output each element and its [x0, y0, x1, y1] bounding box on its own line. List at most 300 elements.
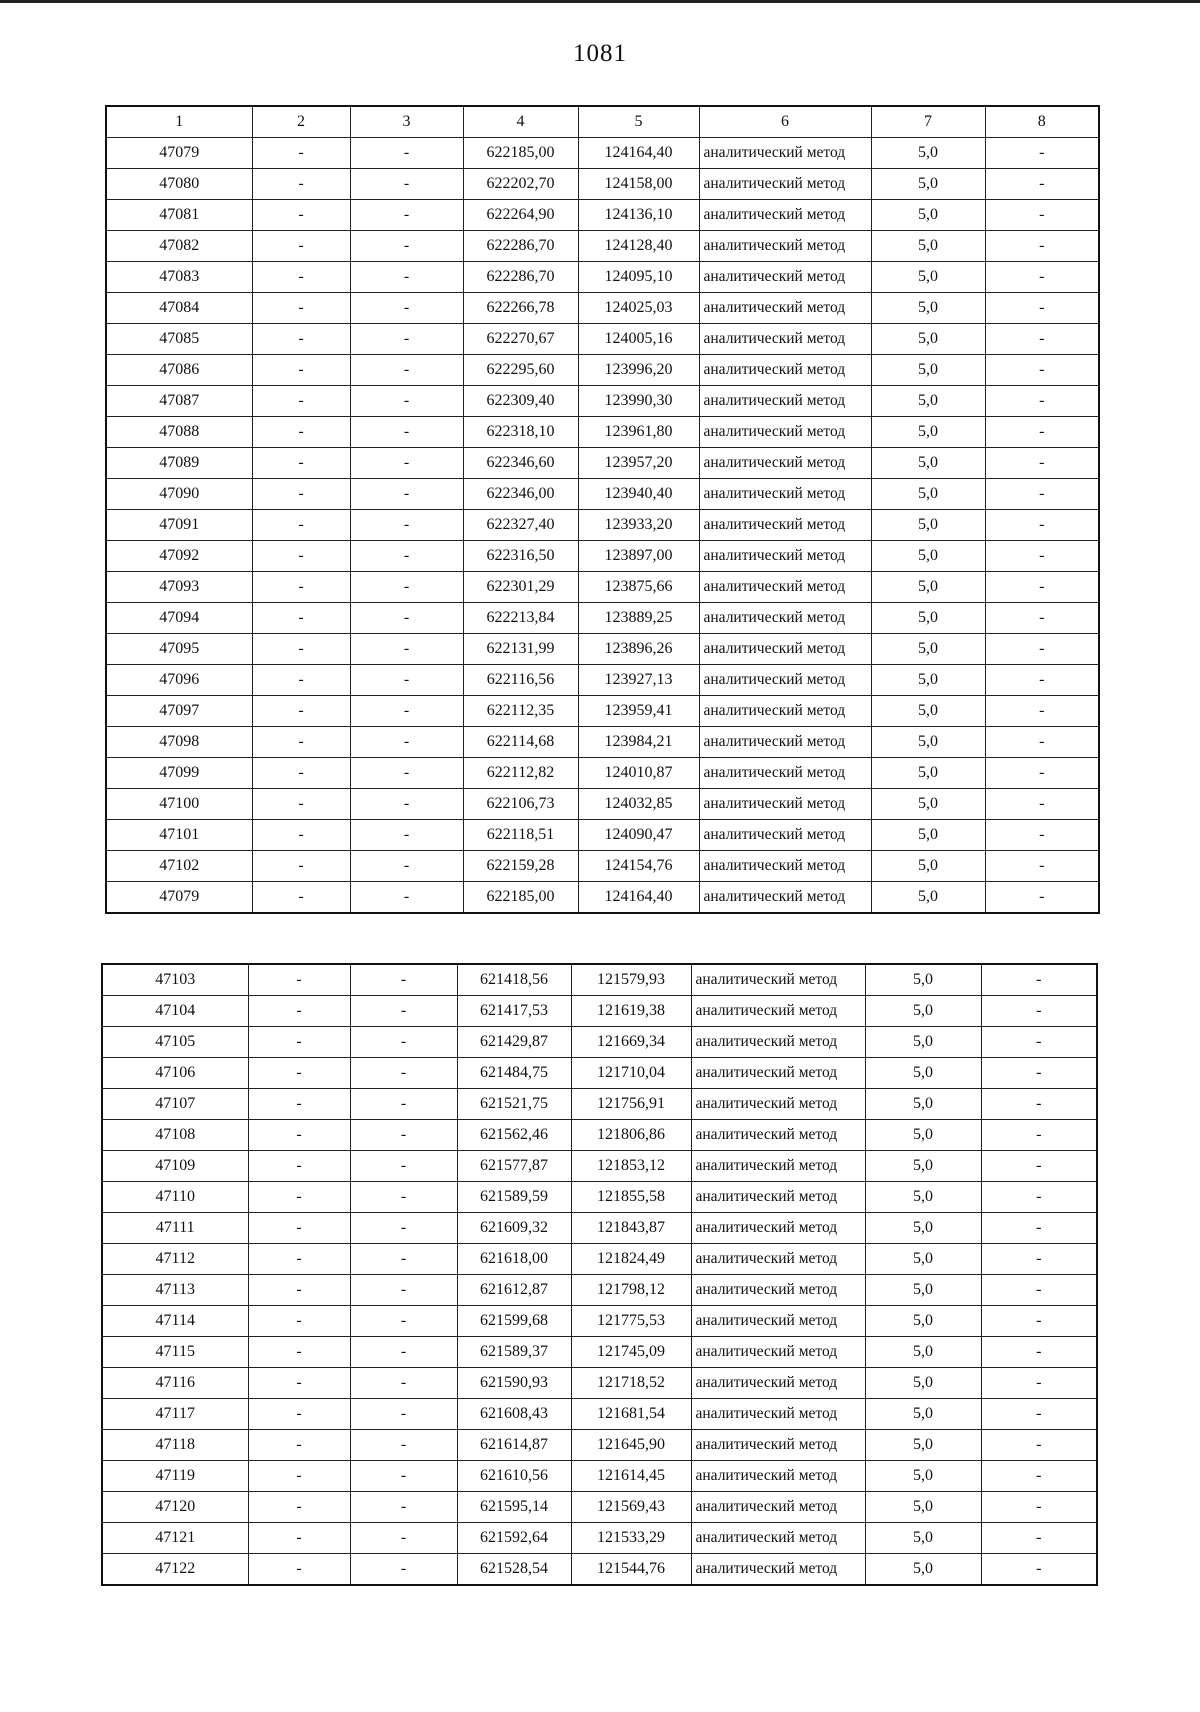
cell-accuracy: 5,0: [871, 448, 985, 479]
header-cell-x-coordinate: 4: [463, 106, 578, 138]
cell-accuracy: 5,0: [865, 1368, 981, 1399]
cell-point-number: 47113: [102, 1275, 248, 1306]
cell-point-number: 47090: [106, 479, 252, 510]
cell-x-coordinate: 621595,14: [457, 1492, 571, 1523]
cell-point-number: 47089: [106, 448, 252, 479]
cell-y-coordinate: 123897,00: [578, 541, 699, 572]
cell-col-2: -: [248, 1554, 350, 1586]
table-row: [106, 417, 1099, 448]
cell-y-coordinate: 123959,41: [578, 696, 699, 727]
cell-method: аналитический метод: [699, 417, 871, 448]
cell-accuracy: 5,0: [871, 603, 985, 634]
cell-method: аналитический метод: [691, 1368, 865, 1399]
cell-method: аналитический метод: [691, 1523, 865, 1554]
cell-col-2: -: [252, 479, 350, 510]
cell-y-coordinate: 124090,47: [578, 820, 699, 851]
cell-y-coordinate: 121843,87: [571, 1213, 691, 1244]
cell-x-coordinate: 621577,87: [457, 1151, 571, 1182]
cell-method: аналитический метод: [691, 1430, 865, 1461]
cell-col-3: -: [350, 1213, 457, 1244]
cell-col-3: -: [350, 996, 457, 1027]
cell-x-coordinate: 621528,54: [457, 1554, 571, 1586]
cell-col-3: -: [350, 789, 463, 820]
cell-col-2: -: [252, 386, 350, 417]
cell-method: аналитический метод: [699, 386, 871, 417]
cell-y-coordinate: 124164,40: [578, 882, 699, 914]
cell-col-8: -: [981, 996, 1097, 1027]
cell-col-2: -: [252, 882, 350, 914]
cell-col-2: -: [252, 169, 350, 200]
cell-method: аналитический метод: [699, 355, 871, 386]
cell-method: аналитический метод: [699, 262, 871, 293]
cell-x-coordinate: 621608,43: [457, 1399, 571, 1430]
cell-col-3: -: [350, 1523, 457, 1554]
cell-accuracy: 5,0: [871, 200, 985, 231]
header-cell-point-number: 1: [106, 106, 252, 138]
table-row: [106, 355, 1099, 386]
cell-point-number: 47084: [106, 293, 252, 324]
cell-col-2: -: [248, 1058, 350, 1089]
cell-col-3: -: [350, 510, 463, 541]
cell-accuracy: 5,0: [865, 1027, 981, 1058]
table-row: [102, 1089, 1097, 1120]
cell-method: аналитический метод: [699, 510, 871, 541]
cell-method: аналитический метод: [699, 789, 871, 820]
table-row: [106, 293, 1099, 324]
cell-y-coordinate: 124128,40: [578, 231, 699, 262]
cell-col-8: -: [985, 138, 1099, 169]
cell-accuracy: 5,0: [871, 169, 985, 200]
cell-accuracy: 5,0: [871, 665, 985, 696]
cell-accuracy: 5,0: [871, 479, 985, 510]
cell-method: аналитический метод: [691, 1399, 865, 1430]
table-row: [106, 138, 1099, 169]
cell-y-coordinate: 121745,09: [571, 1337, 691, 1368]
cell-y-coordinate: 121669,34: [571, 1027, 691, 1058]
cell-y-coordinate: 123889,25: [578, 603, 699, 634]
table-row: [106, 169, 1099, 200]
cell-y-coordinate: 121645,90: [571, 1430, 691, 1461]
cell-method: аналитический метод: [699, 479, 871, 510]
header-cell-y-coordinate: 5: [578, 106, 699, 138]
table-row: [106, 758, 1099, 789]
table-row: [102, 1244, 1097, 1275]
cell-col-3: -: [350, 727, 463, 758]
cell-col-8: -: [985, 200, 1099, 231]
table-row: [106, 231, 1099, 262]
cell-col-3: -: [350, 169, 463, 200]
cell-x-coordinate: 621590,93: [457, 1368, 571, 1399]
cell-method: аналитический метод: [691, 1461, 865, 1492]
cell-method: аналитический метод: [699, 448, 871, 479]
cell-col-8: -: [981, 1244, 1097, 1275]
cell-col-8: -: [985, 758, 1099, 789]
cell-y-coordinate: 123957,20: [578, 448, 699, 479]
cell-x-coordinate: 622318,10: [463, 417, 578, 448]
cell-y-coordinate: 121798,12: [571, 1275, 691, 1306]
cell-col-2: -: [248, 1523, 350, 1554]
cell-point-number: 47080: [106, 169, 252, 200]
cell-x-coordinate: 621589,59: [457, 1182, 571, 1213]
cell-point-number: 47117: [102, 1399, 248, 1430]
cell-method: аналитический метод: [691, 1244, 865, 1275]
cell-col-3: -: [350, 355, 463, 386]
cell-col-3: -: [350, 820, 463, 851]
cell-method: аналитический метод: [699, 169, 871, 200]
table-row: [102, 1337, 1097, 1368]
cell-method: аналитический метод: [699, 138, 871, 169]
table-row: [106, 696, 1099, 727]
cell-col-3: -: [350, 572, 463, 603]
header-cell-accuracy: 7: [871, 106, 985, 138]
cell-accuracy: 5,0: [871, 758, 985, 789]
cell-col-3: -: [350, 262, 463, 293]
cell-accuracy: 5,0: [865, 1244, 981, 1275]
cell-y-coordinate: 123940,40: [578, 479, 699, 510]
cell-y-coordinate: 124005,16: [578, 324, 699, 355]
cell-accuracy: 5,0: [871, 789, 985, 820]
cell-point-number: 47079: [106, 882, 252, 914]
cell-accuracy: 5,0: [871, 231, 985, 262]
cell-point-number: 47105: [102, 1027, 248, 1058]
cell-y-coordinate: 121579,93: [571, 964, 691, 996]
table-row: [102, 1182, 1097, 1213]
header-cell-method: 6: [699, 106, 871, 138]
cell-col-3: -: [350, 1306, 457, 1337]
cell-col-2: -: [252, 324, 350, 355]
cell-y-coordinate: 124164,40: [578, 138, 699, 169]
cell-point-number: 47101: [106, 820, 252, 851]
cell-method: аналитический метод: [691, 1337, 865, 1368]
cell-col-3: -: [350, 1368, 457, 1399]
cell-x-coordinate: 621484,75: [457, 1058, 571, 1089]
table-row: [106, 572, 1099, 603]
cell-col-3: -: [350, 1399, 457, 1430]
cell-point-number: 47119: [102, 1461, 248, 1492]
cell-col-3: -: [350, 1089, 457, 1120]
cell-point-number: 47097: [106, 696, 252, 727]
cell-accuracy: 5,0: [871, 541, 985, 572]
cell-y-coordinate: 123996,20: [578, 355, 699, 386]
cell-col-2: -: [248, 1492, 350, 1523]
cell-method: аналитический метод: [691, 964, 865, 996]
table-row: [102, 1058, 1097, 1089]
cell-method: аналитический метод: [691, 1120, 865, 1151]
cell-col-3: -: [350, 758, 463, 789]
cell-x-coordinate: 622346,00: [463, 479, 578, 510]
cell-y-coordinate: 121544,76: [571, 1554, 691, 1586]
cell-col-2: -: [252, 758, 350, 789]
cell-col-8: -: [981, 1461, 1097, 1492]
cell-accuracy: 5,0: [871, 386, 985, 417]
cell-col-2: -: [248, 1182, 350, 1213]
cell-col-2: -: [252, 231, 350, 262]
cell-accuracy: 5,0: [871, 324, 985, 355]
cell-accuracy: 5,0: [871, 727, 985, 758]
cell-x-coordinate: 621418,56: [457, 964, 571, 996]
cell-x-coordinate: 621609,32: [457, 1213, 571, 1244]
cell-col-3: -: [350, 448, 463, 479]
cell-col-8: -: [985, 324, 1099, 355]
cell-method: аналитический метод: [691, 1182, 865, 1213]
cell-accuracy: 5,0: [871, 262, 985, 293]
cell-accuracy: 5,0: [865, 1306, 981, 1337]
cell-accuracy: 5,0: [871, 820, 985, 851]
cell-accuracy: 5,0: [865, 1461, 981, 1492]
table-row: [106, 510, 1099, 541]
cell-col-3: -: [350, 1275, 457, 1306]
cell-col-3: -: [350, 1492, 457, 1523]
cell-method: аналитический метод: [691, 1275, 865, 1306]
cell-x-coordinate: 621610,56: [457, 1461, 571, 1492]
cell-col-8: -: [981, 1430, 1097, 1461]
cell-col-8: -: [985, 510, 1099, 541]
cell-accuracy: 5,0: [865, 1213, 981, 1244]
cell-col-3: -: [350, 1151, 457, 1182]
coordinates-table-1: [105, 105, 1100, 914]
cell-y-coordinate: 121533,29: [571, 1523, 691, 1554]
cell-x-coordinate: 622114,68: [463, 727, 578, 758]
cell-y-coordinate: 123933,20: [578, 510, 699, 541]
cell-col-8: -: [985, 789, 1099, 820]
cell-col-2: -: [252, 696, 350, 727]
cell-col-8: -: [981, 1182, 1097, 1213]
cell-point-number: 47109: [102, 1151, 248, 1182]
cell-point-number: 47102: [106, 851, 252, 882]
cell-method: аналитический метод: [699, 324, 871, 355]
cell-col-3: -: [350, 665, 463, 696]
cell-point-number: 47114: [102, 1306, 248, 1337]
cell-point-number: 47091: [106, 510, 252, 541]
cell-y-coordinate: 123875,66: [578, 572, 699, 603]
cell-col-2: -: [248, 1151, 350, 1182]
cell-method: аналитический метод: [691, 1151, 865, 1182]
cell-y-coordinate: 121806,86: [571, 1120, 691, 1151]
cell-col-8: -: [985, 417, 1099, 448]
header-cell-col-3: 3: [350, 106, 463, 138]
cell-y-coordinate: 121681,54: [571, 1399, 691, 1430]
cell-y-coordinate: 123990,30: [578, 386, 699, 417]
cell-accuracy: 5,0: [865, 1337, 981, 1368]
cell-col-8: -: [985, 820, 1099, 851]
cell-accuracy: 5,0: [865, 1275, 981, 1306]
cell-point-number: 47093: [106, 572, 252, 603]
cell-col-3: -: [350, 324, 463, 355]
cell-x-coordinate: 622202,70: [463, 169, 578, 200]
table-row: [106, 603, 1099, 634]
cell-col-8: -: [981, 1337, 1097, 1368]
cell-accuracy: 5,0: [865, 1430, 981, 1461]
cell-method: аналитический метод: [699, 541, 871, 572]
cell-col-2: -: [252, 510, 350, 541]
cell-accuracy: 5,0: [865, 1399, 981, 1430]
cell-accuracy: 5,0: [865, 1058, 981, 1089]
table-row: [102, 1275, 1097, 1306]
cell-col-8: -: [985, 882, 1099, 914]
table-row: [102, 1492, 1097, 1523]
cell-col-8: -: [981, 1275, 1097, 1306]
cell-col-8: -: [985, 851, 1099, 882]
cell-accuracy: 5,0: [865, 964, 981, 996]
cell-col-2: -: [252, 727, 350, 758]
cell-x-coordinate: 622185,00: [463, 882, 578, 914]
table-row: [106, 324, 1099, 355]
cell-col-2: -: [248, 964, 350, 996]
table-row: [106, 789, 1099, 820]
cell-col-3: -: [350, 417, 463, 448]
cell-accuracy: 5,0: [871, 882, 985, 914]
table-row: [102, 1368, 1097, 1399]
cell-accuracy: 5,0: [871, 417, 985, 448]
cell-col-3: -: [350, 1058, 457, 1089]
cell-point-number: 47095: [106, 634, 252, 665]
cell-method: аналитический метод: [699, 727, 871, 758]
cell-col-8: -: [985, 541, 1099, 572]
cell-point-number: 47110: [102, 1182, 248, 1213]
cell-accuracy: 5,0: [865, 996, 981, 1027]
cell-point-number: 47121: [102, 1523, 248, 1554]
cell-point-number: 47112: [102, 1244, 248, 1275]
cell-col-3: -: [350, 231, 463, 262]
cell-x-coordinate: 622266,78: [463, 293, 578, 324]
cell-col-8: -: [985, 293, 1099, 324]
cell-accuracy: 5,0: [865, 1089, 981, 1120]
cell-x-coordinate: 621429,87: [457, 1027, 571, 1058]
cell-y-coordinate: 123896,26: [578, 634, 699, 665]
table-row: [102, 1399, 1097, 1430]
cell-x-coordinate: 622264,90: [463, 200, 578, 231]
cell-x-coordinate: 622327,40: [463, 510, 578, 541]
cell-col-2: -: [252, 665, 350, 696]
table-row: [102, 1027, 1097, 1058]
cell-accuracy: 5,0: [865, 1554, 981, 1586]
cell-point-number: 47120: [102, 1492, 248, 1523]
cell-col-2: -: [248, 1461, 350, 1492]
cell-point-number: 47086: [106, 355, 252, 386]
cell-accuracy: 5,0: [871, 851, 985, 882]
cell-x-coordinate: 622286,70: [463, 262, 578, 293]
cell-col-2: -: [252, 541, 350, 572]
cell-x-coordinate: 621599,68: [457, 1306, 571, 1337]
cell-point-number: 47106: [102, 1058, 248, 1089]
cell-point-number: 47099: [106, 758, 252, 789]
cell-method: аналитический метод: [699, 231, 871, 262]
cell-point-number: 47122: [102, 1554, 248, 1586]
cell-col-8: -: [981, 1368, 1097, 1399]
cell-x-coordinate: 622106,73: [463, 789, 578, 820]
cell-point-number: 47108: [102, 1120, 248, 1151]
cell-method: аналитический метод: [691, 1089, 865, 1120]
cell-method: аналитический метод: [699, 665, 871, 696]
cell-point-number: 47096: [106, 665, 252, 696]
cell-y-coordinate: 121855,58: [571, 1182, 691, 1213]
cell-x-coordinate: 622112,35: [463, 696, 578, 727]
cell-x-coordinate: 621562,46: [457, 1120, 571, 1151]
cell-y-coordinate: 121824,49: [571, 1244, 691, 1275]
cell-accuracy: 5,0: [865, 1523, 981, 1554]
cell-col-3: -: [350, 1244, 457, 1275]
table-row: [106, 665, 1099, 696]
cell-accuracy: 5,0: [865, 1182, 981, 1213]
cell-x-coordinate: 621589,37: [457, 1337, 571, 1368]
table-row: [102, 1213, 1097, 1244]
cell-method: аналитический метод: [699, 696, 871, 727]
cell-col-8: -: [981, 1089, 1097, 1120]
cell-col-8: -: [985, 479, 1099, 510]
cell-method: аналитический метод: [691, 1492, 865, 1523]
cell-x-coordinate: 621521,75: [457, 1089, 571, 1120]
page-top-border: [0, 0, 1200, 3]
cell-col-3: -: [350, 882, 463, 914]
cell-x-coordinate: 622295,60: [463, 355, 578, 386]
cell-method: аналитический метод: [699, 882, 871, 914]
cell-x-coordinate: 621417,53: [457, 996, 571, 1027]
table-row: [106, 820, 1099, 851]
cell-col-8: -: [985, 665, 1099, 696]
cell-y-coordinate: 124032,85: [578, 789, 699, 820]
cell-x-coordinate: 622131,99: [463, 634, 578, 665]
cell-col-2: -: [248, 996, 350, 1027]
cell-x-coordinate: 622346,60: [463, 448, 578, 479]
cell-method: аналитический метод: [699, 634, 871, 665]
cell-col-2: -: [252, 603, 350, 634]
cell-col-8: -: [981, 1554, 1097, 1586]
cell-col-2: -: [248, 1027, 350, 1058]
cell-col-8: -: [985, 386, 1099, 417]
cell-method: аналитический метод: [691, 996, 865, 1027]
cell-col-2: -: [248, 1430, 350, 1461]
cell-x-coordinate: 622159,28: [463, 851, 578, 882]
cell-col-2: -: [252, 789, 350, 820]
cell-col-8: -: [981, 1151, 1097, 1182]
cell-x-coordinate: 622112,82: [463, 758, 578, 789]
cell-point-number: 47094: [106, 603, 252, 634]
cell-col-8: -: [981, 1306, 1097, 1337]
cell-col-2: -: [252, 820, 350, 851]
cell-col-2: -: [252, 293, 350, 324]
cell-x-coordinate: 622309,40: [463, 386, 578, 417]
table-row: [102, 1461, 1097, 1492]
table-row: [102, 996, 1097, 1027]
table-row: [102, 964, 1097, 996]
cell-x-coordinate: 622286,70: [463, 231, 578, 262]
cell-method: аналитический метод: [691, 1306, 865, 1337]
cell-col-2: -: [252, 262, 350, 293]
cell-accuracy: 5,0: [865, 1492, 981, 1523]
cell-col-3: -: [350, 1120, 457, 1151]
cell-y-coordinate: 121614,45: [571, 1461, 691, 1492]
cell-col-8: -: [981, 1399, 1097, 1430]
cell-accuracy: 5,0: [865, 1151, 981, 1182]
cell-method: аналитический метод: [699, 851, 871, 882]
cell-point-number: 47100: [106, 789, 252, 820]
cell-col-2: -: [252, 448, 350, 479]
cell-point-number: 47111: [102, 1213, 248, 1244]
cell-col-3: -: [350, 1337, 457, 1368]
cell-point-number: 47092: [106, 541, 252, 572]
cell-accuracy: 5,0: [871, 138, 985, 169]
cell-y-coordinate: 124025,03: [578, 293, 699, 324]
cell-x-coordinate: 622116,56: [463, 665, 578, 696]
table-row: [106, 541, 1099, 572]
coordinates-table-2: [101, 963, 1098, 1586]
cell-col-3: -: [350, 293, 463, 324]
cell-x-coordinate: 622213,84: [463, 603, 578, 634]
cell-col-8: -: [981, 1027, 1097, 1058]
cell-method: аналитический метод: [699, 758, 871, 789]
cell-col-2: -: [252, 634, 350, 665]
cell-col-3: -: [350, 541, 463, 572]
